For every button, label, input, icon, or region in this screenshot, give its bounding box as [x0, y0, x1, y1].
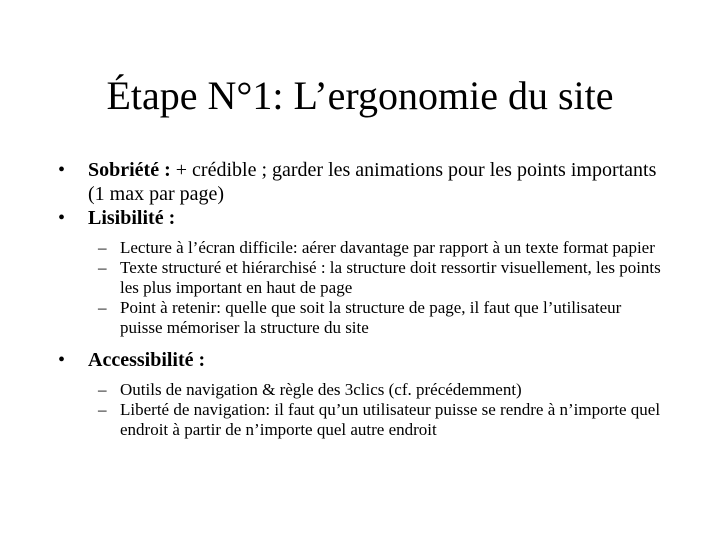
bullet-icon: •	[58, 349, 66, 371]
sub-bullet-text: Liberté de navigation: il faut qu’un utilisateur puisse se rendre à n’importe quel endroit à partir de n’importe quel autre endroit	[120, 400, 661, 439]
bullet-icon: •	[58, 207, 66, 229]
sub-bullet-text: Point à retenir: quelle que soit la structure de page, il faut que l’utilisateur puisse mémoriser la structure du site	[120, 298, 622, 337]
sub-bullet-item	[58, 258, 668, 298]
bullet-term: Sobriété :	[88, 159, 171, 181]
sub-bullet-item	[58, 380, 668, 400]
sub-bullet-text: Texte structuré et hiérarchisé : la structure doit ressortir visuellement, les points les plus important en haut de page	[120, 258, 661, 297]
bullet-term: Lisibilité :	[88, 207, 176, 229]
slide-body	[58, 158, 668, 440]
bullet-item-sobriete	[58, 158, 668, 206]
slide-title: Étape N°1: L’ergonomie du site	[106, 73, 614, 118]
dash-icon: –	[98, 400, 107, 419]
bullet-item-lisibilite	[58, 206, 668, 230]
sub-bullet-text: Lecture à l’écran difficile: aérer davantage par rapport à un texte format papier	[120, 238, 655, 257]
bullet-text: + crédible ; garder les animations pour les points importants (1 max par page)	[88, 159, 657, 205]
bullet-term: Accessibilité :	[88, 349, 206, 371]
dash-icon: –	[98, 258, 107, 277]
dash-icon: –	[98, 380, 107, 399]
sub-bullet-text: Outils de navigation & règle des 3clics (cf. précédemment)	[120, 380, 522, 399]
dash-icon: –	[98, 298, 107, 317]
bullet-icon: •	[58, 159, 66, 181]
sub-bullet-item	[58, 298, 668, 338]
sub-bullet-item	[58, 400, 668, 440]
sub-bullet-item	[58, 238, 668, 258]
dash-icon: –	[98, 238, 107, 257]
bullet-item-accessibilite	[58, 348, 668, 372]
